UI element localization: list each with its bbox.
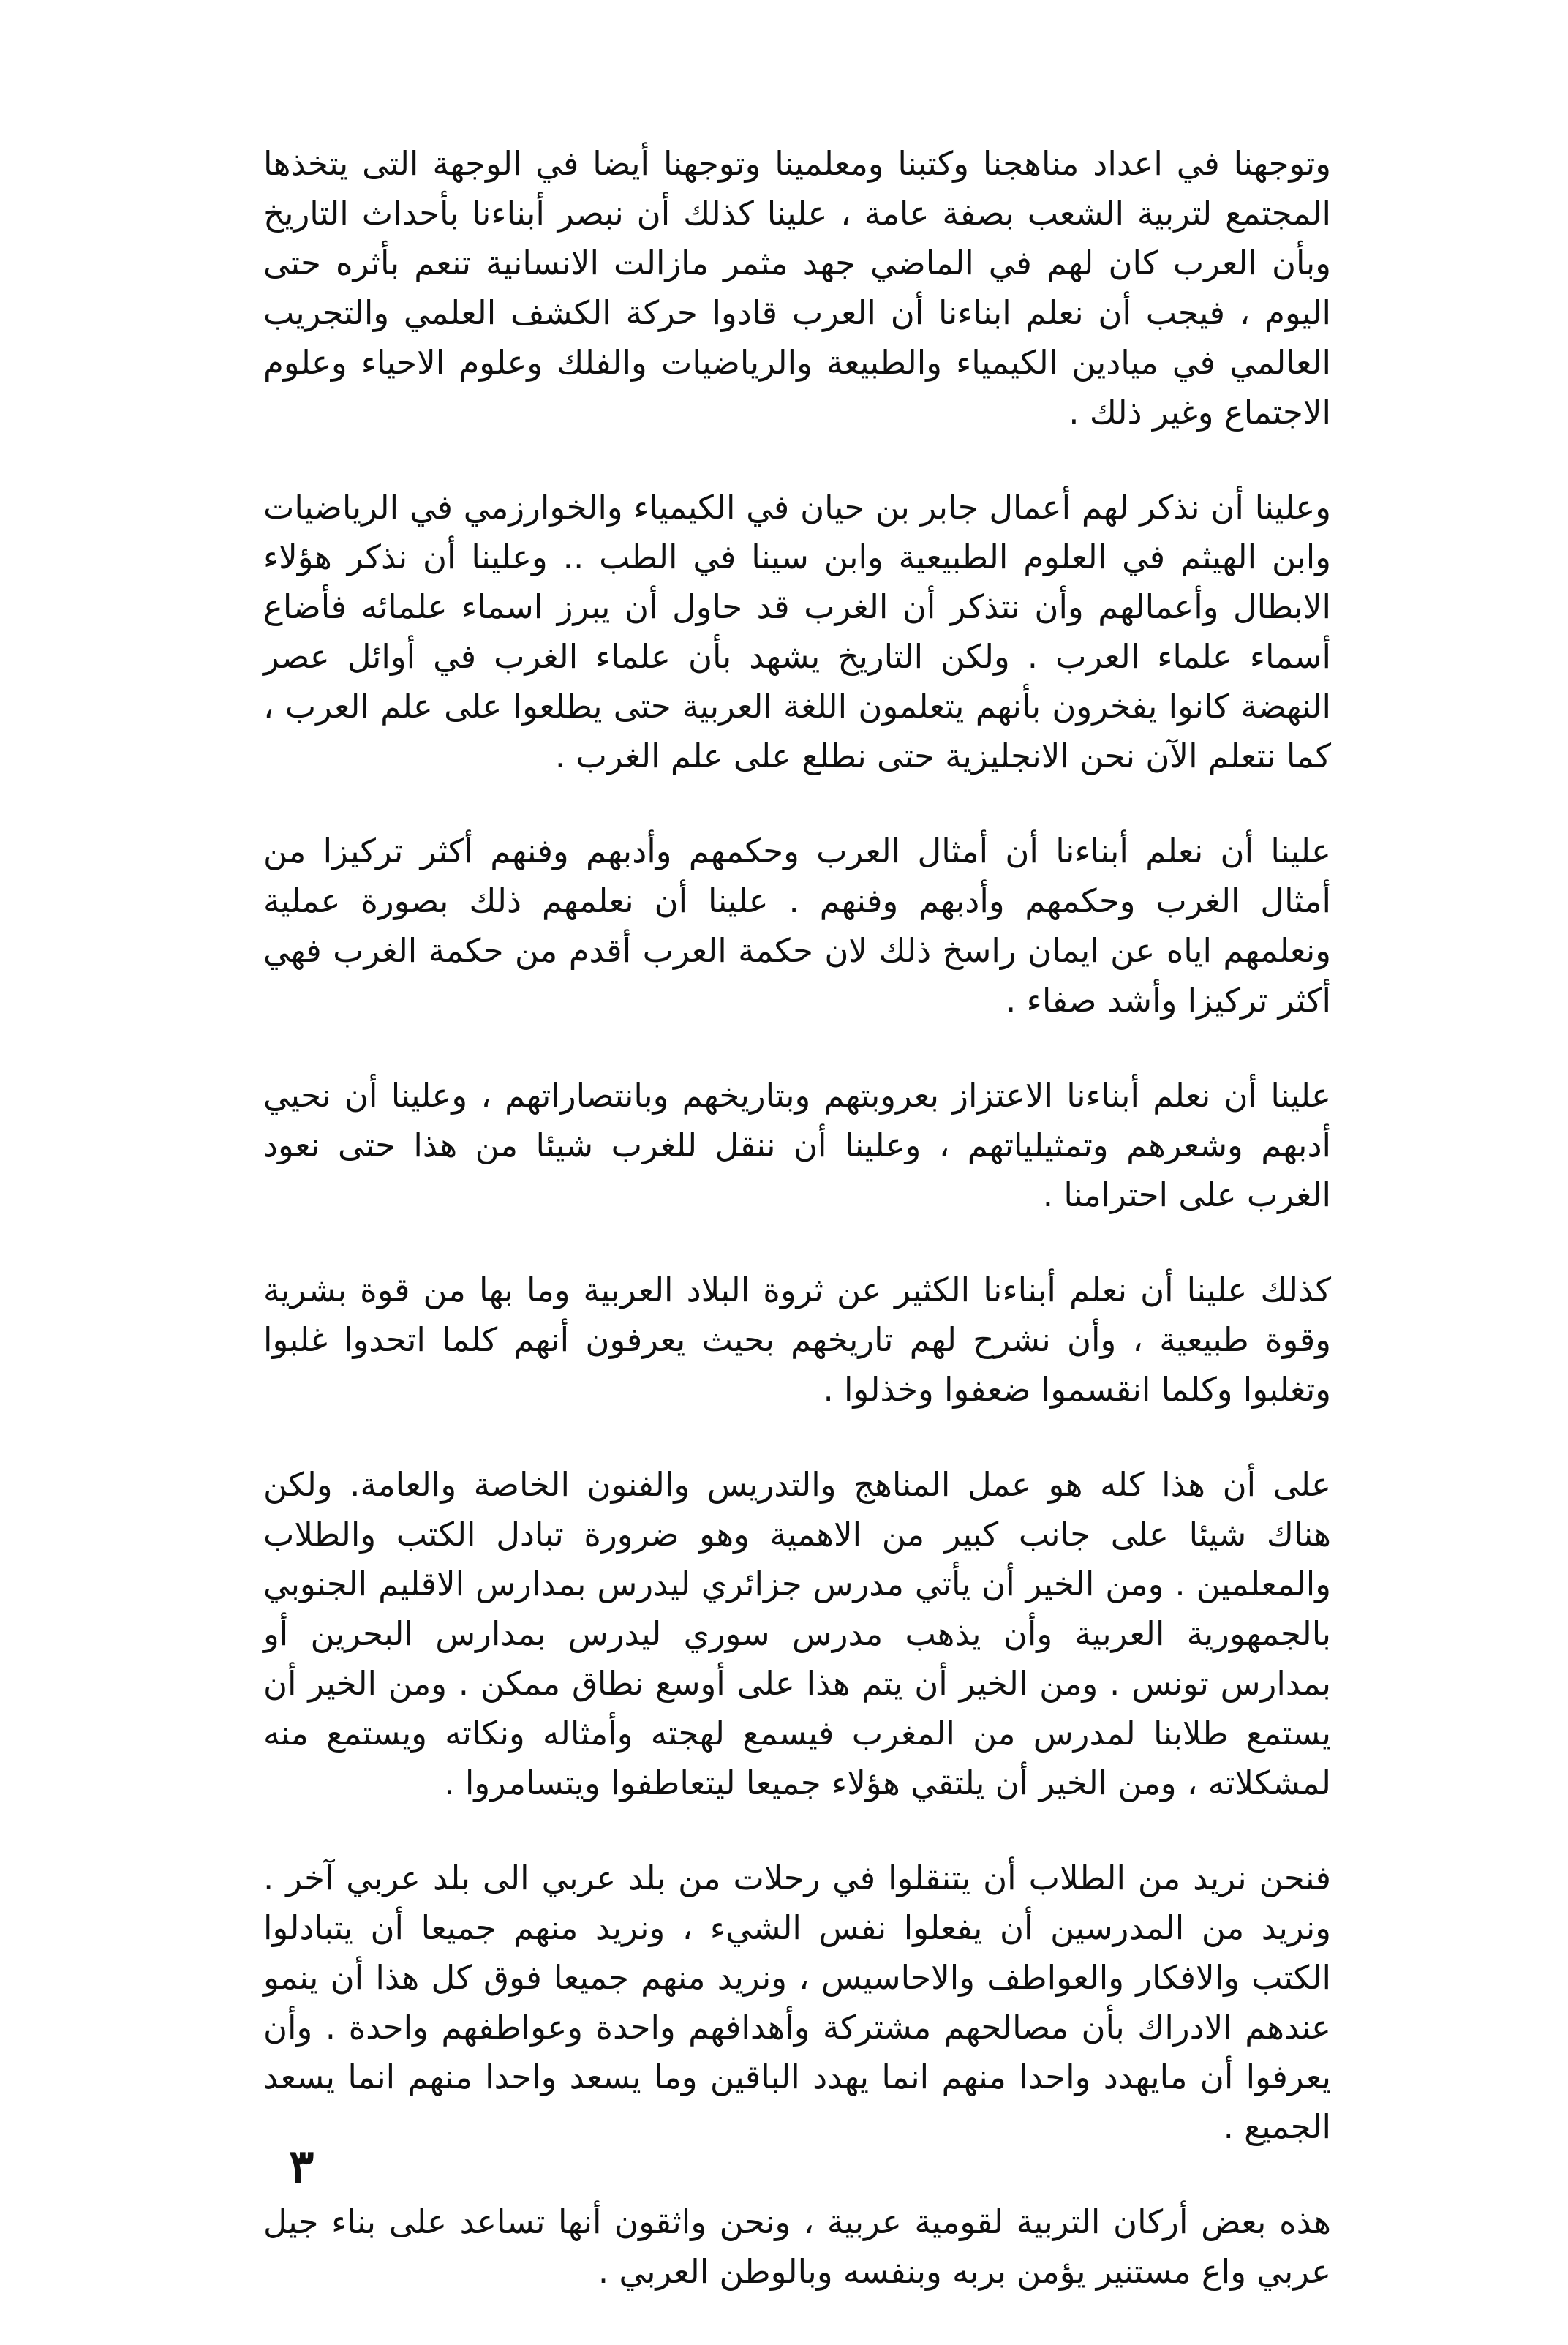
paragraph-1: وتوجهنا في اعداد مناهجنا وكتبنا ومعلمينا وتوجهنا أيضا في الوجهة التى يتخذها المجتمع لتربية الشعب بصفة عامة ، علينا كذلك أن نبصر أبناءنا بأحداث التاريخ وبأن العرب كان لهم في الماضي جهد مثمر مازالت الانسانية تنعم بأثره حتى اليوم ، فيجب أن نعلم ابناءنا أن العرب قادوا حركة الكشف العلمي والتجريب العالمي في ميادين الكيمياء والطبيعة والرياضيات والفلك وعلوم الاحياء وعلوم الاجتماع وغير ذلك . [263,144,1331,432]
paragraph-7: فنحن نريد من الطلاب أن يتنقلوا في رحلات من بلد عربي الى بلد عربي آخر . ونريد من المدرسين أن يفعلوا نفس الشيء ، ونريد منهم جميعا أن يتبادلوا الكتب والافكار والعواطف والاحاسيس ، ونريد منهم جميعا فوق كل هذا أن ينمو عندهم الادراك بأن مصالحهم مشتركة وأهدافهم واحدة وعواطفهم واحدة . وأن يعرفوا أن مايهدد واحدا منهم انما يهدد الباقين وما يسعد واحدا منهم انما يسعد الجميع . [263,1859,1331,2146]
paragraph-6: على أن هذا كله هو عمل المناهج والتدريس والفنون الخاصة والعامة. ولكن هناك شيئا على جانب كبير من الاهمية وهو ضرورة تبادل الكتب والطلاب والمعلمين . ومن الخير أن يأتي مدرس جزائري ليدرس بمدارس الاقليم الجنوبي بالجمهورية العربية وأن يذهب مدرس سوري ليدرس بمدارس البحرين أو بمدارس تونس . ومن الخير أن يتم هذا على أوسع نطاق ممكن . ومن الخير أن يستمع طلابنا لمدرس من المغرب فيسمع لهجته وأمثاله ونكاته ويستمع منه لمشكلاته ، ومن الخير أن يلتقي هؤلاء جميعا ليتعاطفوا ويتسامروا . [263,1465,1331,1802]
document-page [263,139,1331,2291]
page-number: ٣ [289,2139,314,2194]
paragraph-4: علينا أن نعلم أبناءنا الاعتزاز بعروبتهم وبتاريخهم وبانتصاراتهم ، وعلينا أن نحيي أدبهم وشعرهم وتمثيلياتهم ، وعلينا أن ننقل للغرب شيئا من هذا حتى نعود الغرب على احترامنا . [263,1076,1331,1214]
paragraph-2: وعلينا أن نذكر لهم أعمال جابر بن حيان في الكيمياء والخوارزمي في الرياضيات وابن الهيثم في العلوم الطبيعية وابن سينا في الطب .. وعلينا أن نذكر هؤلاء الابطال وأعمالهم وأن نتذكر أن الغرب قد حاول أن يبرز اسماء علمائه فأضاع أسماء علماء العرب . ولكن التاريخ يشهد بأن علماء الغرب في أوائل عصر النهضة كانوا يفخرون بأنهم يتعلمون اللغة العربية حتى يطلعوا على علم العرب ، كما نتعلم الآن نحن الانجليزية حتى نطلع على علم الغرب . [263,488,1331,775]
paragraph-8: هذه بعض أركان التربية لقومية عربية ، ونحن واثقون أنها تساعد على بناء جيل عربي واع مستنير يؤمن بربه وبنفسه وبالوطن العربي . [263,2202,1331,2291]
paragraph-3: علينا أن نعلم أبناءنا أن أمثال العرب وحكمهم وأدبهم وفنهم أكثر تركيزا من أمثال الغرب وحكمهم وأدبهم وفنهم . علينا أن نعلمهم ذلك بصورة عملية ونعلمهم اياه عن ايمان راسخ ذلك لان حكمة العرب أقدم من حكمة الغرب فهي أكثر تركيزا وأشد صفاء . [263,832,1331,1020]
paragraph-5: كذلك علينا أن نعلم أبناءنا الكثير عن ثروة البلاد العربية وما بها من قوة بشرية وقوة طبيعية ، وأن نشرح لهم تاريخهم بحيث يعرفون أنهم كلما اتحدوا غلبوا وتغلبوا وكلما انقسموا ضعفوا وخذلوا . [263,1271,1331,1409]
